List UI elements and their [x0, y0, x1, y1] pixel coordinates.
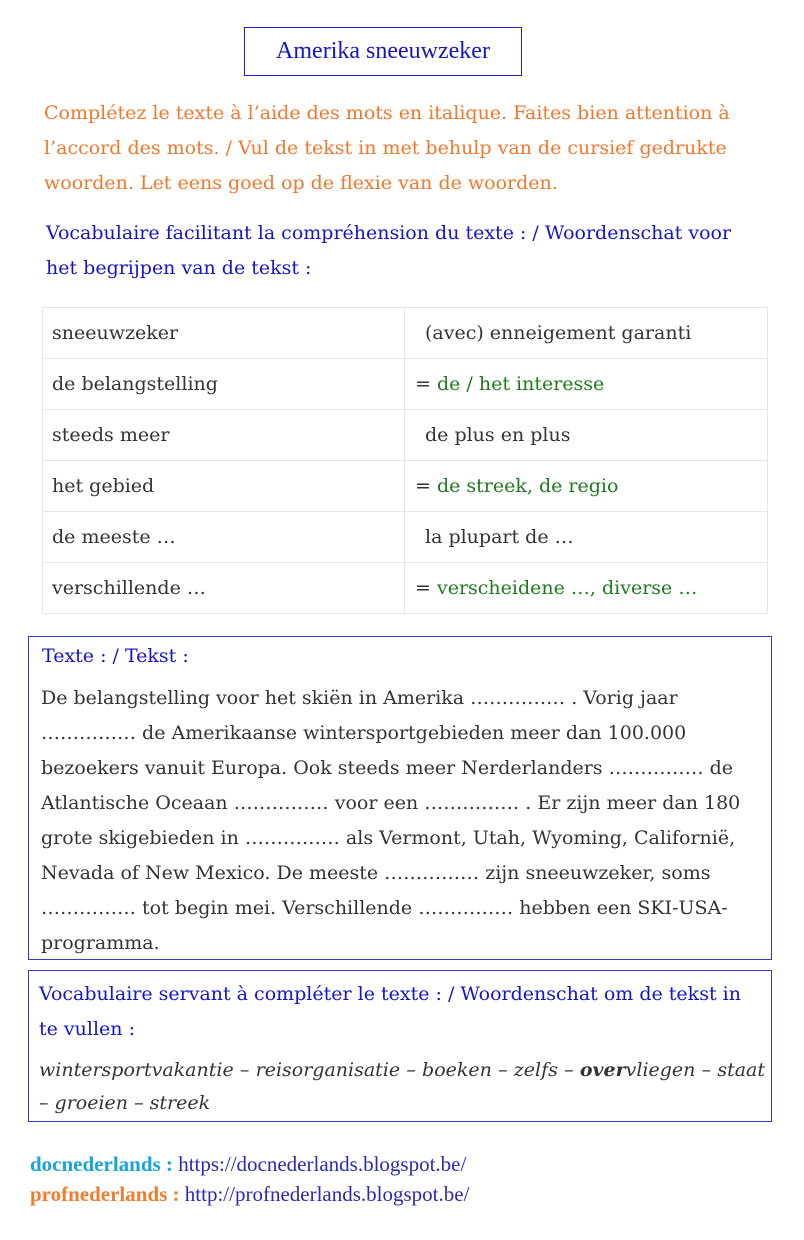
- vocab-row: [43, 563, 768, 614]
- vocab-translation-cell: [405, 308, 768, 359]
- vocab-row: [43, 410, 768, 461]
- vocab-translation: la plupart de …: [425, 526, 574, 548]
- word-separator: –: [701, 1059, 712, 1081]
- vocab-row: [43, 512, 768, 563]
- vocab-row: [43, 461, 768, 512]
- vocab-table: [42, 307, 768, 614]
- vocab-translation: de / het interesse: [436, 373, 605, 395]
- vocab-dutch-term: sneeuwzeker: [43, 308, 405, 359]
- vocab-dutch-term: steeds meer: [43, 410, 405, 461]
- word-boeken: boeken: [422, 1059, 492, 1081]
- word-staat: staat: [717, 1059, 766, 1081]
- vocab-translation: verscheidene …, diverse …: [436, 577, 698, 599]
- word-wintersportvakantie: wintersportvakantie: [39, 1059, 234, 1081]
- vocab-row: [43, 308, 768, 359]
- link-docnederlands[interactable]: https://docnederlands.blogspot.be/: [178, 1152, 467, 1176]
- word-overvliegen-rest: vliegen: [625, 1059, 696, 1081]
- text-box: [28, 636, 772, 960]
- word-separator: –: [239, 1059, 250, 1081]
- link-profnederlands[interactable]: http://profnederlands.blogspot.be/: [184, 1182, 470, 1206]
- vocab-translation-cell: [405, 359, 768, 410]
- word-separator: –: [134, 1092, 144, 1114]
- word-reisorganisatie: reisorganisatie: [255, 1059, 401, 1081]
- equals-sign: =: [415, 475, 431, 497]
- text-body: De belangstelling voor het skiën in Amerika …………… . Vorig jaar …………… de Amerikaanse wintersportgebieden meer dan 100.000 bezoekers vanuit Europa. Ook steeds meer Nerderlanders …………… de Atlantische Oceaan …………… voor een …………… . Er zijn meer dan 180 grote skigebieden in …………… als Vermont, Utah, Wyoming, Californië, Nevada of New Mexico. De meeste …………… zijn sneeuwzeker, soms …………… tot begin mei. Verschillende …………… hebben een SKI-USA-programma.: [41, 687, 741, 954]
- footer-profnederlands: [30, 1182, 469, 1207]
- page-title: Amerika sneeuwzeker: [244, 27, 522, 76]
- vocab-heading: Vocabulaire facilitant la compréhension du texte : / Woordenschat voor het begrijpen van de tekst :: [46, 222, 732, 279]
- equals-sign: =: [415, 577, 431, 599]
- vocab-row: [43, 359, 768, 410]
- vocab-translation-cell: [405, 512, 768, 563]
- text-label: Texte : / Tekst :: [42, 645, 189, 667]
- word-zelfs: zelfs: [513, 1059, 558, 1081]
- vocab-dutch-term: de meeste …: [43, 512, 405, 563]
- word-separator: –: [564, 1059, 574, 1081]
- vocab-dutch-term: de belangstelling: [43, 359, 405, 410]
- vocab-translation-cell: [405, 461, 768, 512]
- vocab-translation: de streek, de regio: [436, 475, 619, 497]
- vocab-translation-cell: [405, 563, 768, 614]
- fill-label: Vocabulaire servant à compléter le texte : / Woordenschat om de tekst in te vullen :: [39, 983, 741, 1040]
- brand-profnederlands: profnederlands :: [30, 1182, 180, 1206]
- word-overvliegen: [580, 1059, 696, 1081]
- word-overvliegen-prefix: over: [579, 1059, 626, 1081]
- vocab-dutch-term: verschillende …: [43, 563, 405, 614]
- vocab-translation: (avec) enneigement garanti: [425, 322, 692, 344]
- word-streek: streek: [149, 1092, 211, 1114]
- vocab-dutch-term: het gebied: [43, 461, 405, 512]
- word-separator: –: [39, 1092, 49, 1114]
- vocab-translation: de plus en plus: [425, 424, 571, 446]
- instructions: Complétez le texte à l’aide des mots en italique. Faites bien attention à l’accord des mots. / Vul de tekst in met behulp van de cursief gedrukte woorden. Let eens goed op de flexie van de woorden.: [44, 102, 730, 194]
- fill-word-list: [39, 1054, 765, 1120]
- word-separator: –: [498, 1059, 508, 1081]
- footer-docnederlands: [30, 1152, 466, 1177]
- word-separator: –: [406, 1059, 416, 1081]
- equals-sign: =: [415, 373, 431, 395]
- brand-docnederlands: docnederlands :: [30, 1152, 173, 1176]
- fill-vocab-box: [28, 970, 772, 1122]
- vocab-translation-cell: [405, 410, 768, 461]
- word-groeien: groeien: [54, 1092, 129, 1114]
